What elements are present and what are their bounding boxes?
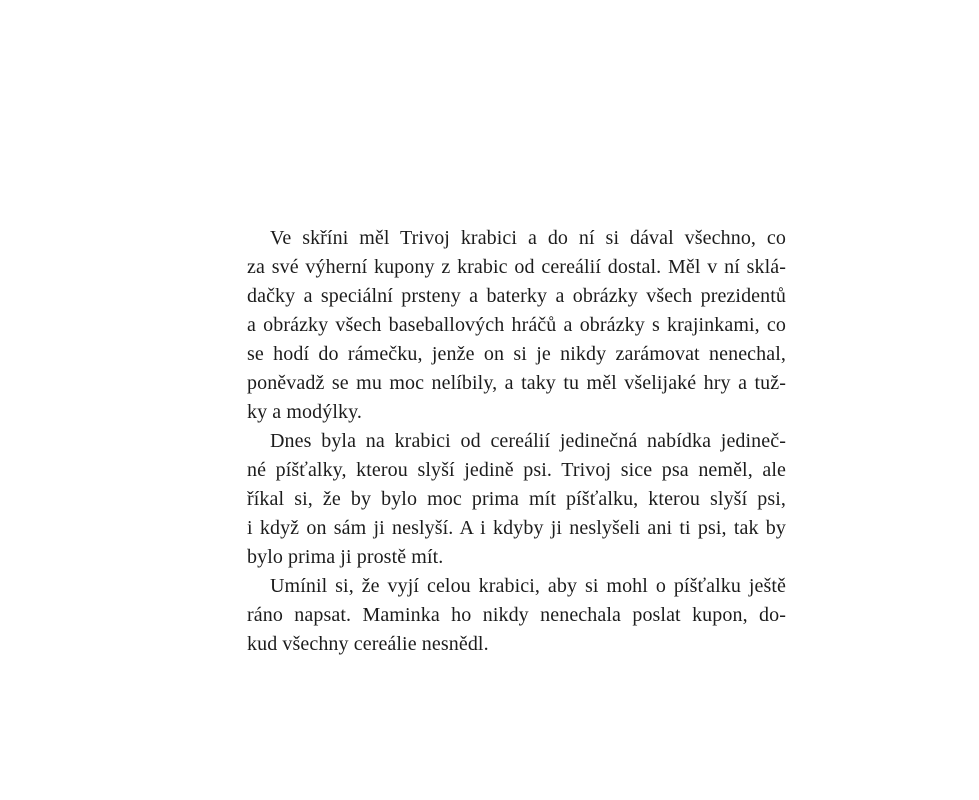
text-line: Ve skříni měl Trivoj krabici a do ní si dával všechno, co: [270, 227, 786, 249]
text-line: za své výherní kupony z krabic od cereálií dostal. Měl v ní sklá-: [247, 256, 786, 278]
text-line: říkal si, že by bylo moc prima mít píšťalku, kterou slyší psi,: [247, 488, 786, 510]
paragraph: [247, 224, 786, 427]
text-line: poněvadž se mu moc nelíbily, a taky tu měl všelijaké hry a tuž-: [247, 372, 786, 394]
text-line: kud všechny cereálie nesnědl.: [247, 633, 489, 655]
text-line: Dnes byla na krabici od cereálií jedinečná nabídka jedineč-: [270, 430, 786, 452]
text-line: dačky a speciální prsteny a baterky a obrázky všech prezidentů: [247, 285, 786, 307]
paragraph: [247, 572, 786, 659]
text-line: Umínil si, že vyjí celou krabici, aby si mohl o píšťalku ještě: [270, 575, 786, 597]
text-line: i když on sám ji neslyší. A i kdyby ji neslyšeli ani ti psi, tak by: [247, 517, 786, 539]
text-line: né píšťalky, kterou slyší jedině psi. Trivoj sice psa neměl, ale: [247, 459, 786, 481]
text-line: bylo prima ji prostě mít.: [247, 546, 444, 568]
text-block: [247, 224, 786, 659]
paragraph: [247, 427, 786, 572]
text-line: ráno napsat. Maminka ho nikdy nenechala poslat kupon, do-: [247, 604, 786, 626]
text-line: ky a modýlky.: [247, 401, 362, 423]
text-line: a obrázky všech baseballových hráčů a obrázky s krajinkami, co: [247, 314, 786, 336]
text-line: se hodí do rámečku, jenže on si je nikdy zarámovat nenechal,: [247, 343, 786, 365]
